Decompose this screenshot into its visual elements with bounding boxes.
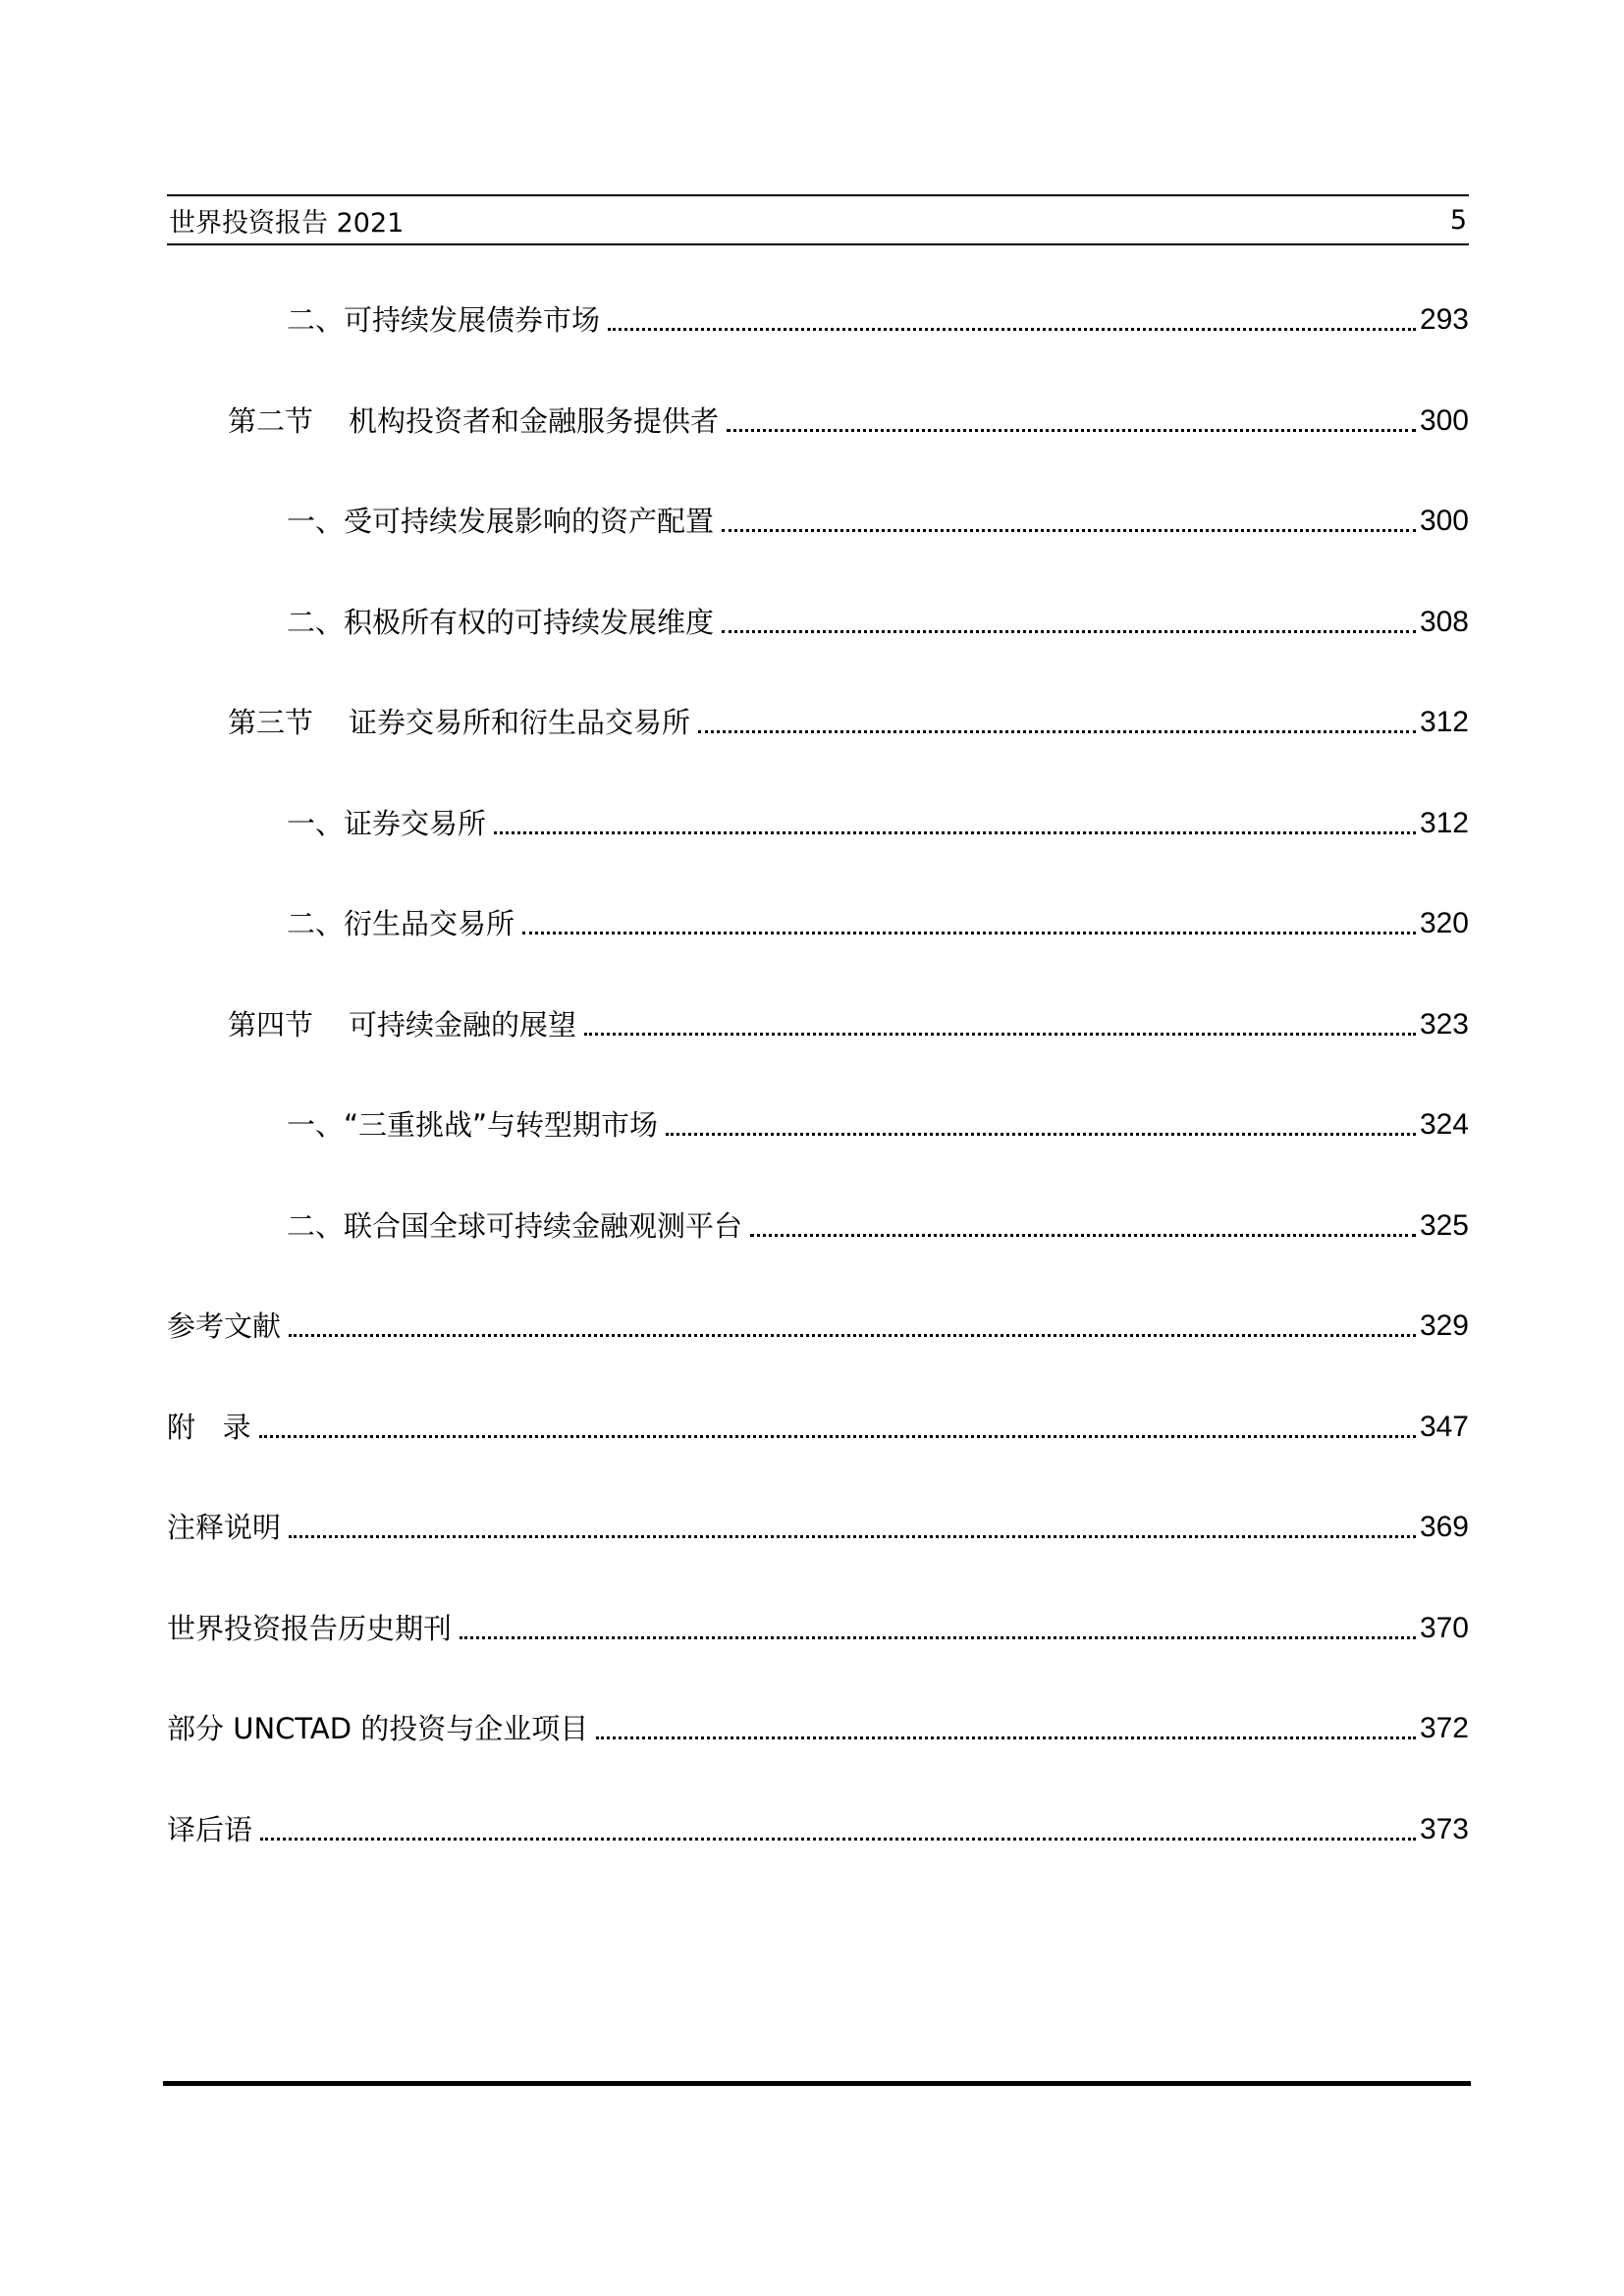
toc-entry-label: 一、受可持续发展影响的资产配置 <box>287 505 715 538</box>
toc-entry[interactable] <box>167 401 1469 503</box>
toc-entry-label: 一、证券交易所 <box>287 806 487 840</box>
dot-leader <box>596 1736 1416 1739</box>
toc-entry[interactable] <box>167 703 1469 804</box>
toc-entry[interactable] <box>167 1508 1469 1609</box>
toc-entry[interactable] <box>167 300 1469 401</box>
toc-entry-label: 译后语 <box>167 1812 253 1846</box>
toc-section-number: 第三节 <box>228 706 314 739</box>
toc-entry-page: 373 <box>1419 1812 1469 1845</box>
toc-entry[interactable] <box>167 603 1469 704</box>
toc-entry-page: 323 <box>1419 1007 1469 1041</box>
toc-entry-label: 二、可持续发展债券市场 <box>287 303 601 337</box>
toc-entry-page: 369 <box>1419 1511 1469 1543</box>
toc-entry-label: 机构投资者和金融服务提供者 <box>349 403 720 438</box>
toc-entry-page: 324 <box>1419 1108 1469 1141</box>
toc-entry[interactable] <box>167 1709 1469 1810</box>
header-title: 世界投资报告 2021 <box>169 207 405 239</box>
toc-entry-label: 二、积极所有权的可持续发展维度 <box>287 605 715 639</box>
toc-entry-label: 可持续金融的展望 <box>349 1007 577 1041</box>
toc-entry-page: 329 <box>1419 1309 1469 1342</box>
toc-entry[interactable] <box>167 1408 1469 1509</box>
toc-section-number: 第二节 <box>228 403 314 438</box>
toc-entry[interactable] <box>167 904 1469 1005</box>
toc-entry-label: 世界投资报告历史期刊 <box>167 1611 453 1645</box>
toc-entry-page: 293 <box>1419 303 1469 336</box>
toc-entry-page: 308 <box>1419 605 1469 638</box>
dot-leader <box>698 730 1416 733</box>
header-page-number: 5 <box>1449 204 1467 236</box>
dot-leader <box>259 1435 1416 1438</box>
toc-entry-label: 参考文献 <box>167 1309 282 1343</box>
footer-rule <box>163 2081 1471 2086</box>
toc-entry-page: 300 <box>1419 505 1469 537</box>
toc-entry-label: 附 录 <box>167 1410 251 1444</box>
dot-leader <box>666 1133 1416 1136</box>
toc-section-number: 第四节 <box>228 1007 314 1041</box>
dot-leader <box>289 1535 1416 1538</box>
table-of-contents <box>167 300 1469 1910</box>
toc-entry[interactable] <box>167 502 1469 603</box>
dot-leader <box>727 429 1416 432</box>
toc-entry-label: 一、“三重挑战”与转型期市场 <box>287 1108 659 1142</box>
dot-leader <box>750 1234 1416 1237</box>
toc-entry-page: 325 <box>1419 1208 1469 1242</box>
toc-entry-page: 370 <box>1419 1611 1469 1644</box>
toc-entry-label: 注释说明 <box>167 1511 282 1544</box>
toc-entry-page: 320 <box>1419 907 1469 939</box>
toc-entry-page: 312 <box>1419 706 1469 738</box>
dot-leader <box>608 328 1416 331</box>
toc-entry-page: 312 <box>1419 806 1469 839</box>
toc-entry[interactable] <box>167 1609 1469 1710</box>
toc-entry[interactable] <box>167 1005 1469 1106</box>
dot-leader <box>260 1838 1416 1841</box>
toc-entry[interactable] <box>167 1105 1469 1206</box>
toc-entry-label: 证券交易所和衍生品交易所 <box>349 706 691 739</box>
toc-entry-page: 347 <box>1419 1410 1469 1443</box>
toc-entry-label: 二、联合国全球可持续金融观测平台 <box>287 1208 743 1243</box>
toc-entry-label: 二、衍生品交易所 <box>287 907 515 940</box>
page-header <box>167 194 1469 245</box>
dot-leader <box>494 831 1416 834</box>
toc-entry-label: 部分 UNCTAD 的投资与企业项目 <box>167 1712 589 1745</box>
dot-leader <box>522 932 1416 934</box>
dot-leader <box>722 529 1416 532</box>
toc-entry[interactable] <box>167 1206 1469 1308</box>
toc-entry[interactable] <box>167 1810 1469 1911</box>
dot-leader <box>722 630 1416 633</box>
toc-entry-page: 372 <box>1419 1712 1469 1744</box>
toc-entry[interactable] <box>167 804 1469 905</box>
dot-leader <box>460 1636 1416 1639</box>
dot-leader <box>289 1334 1416 1337</box>
dot-leader <box>584 1033 1416 1036</box>
toc-entry-page: 300 <box>1419 403 1469 437</box>
toc-entry[interactable] <box>167 1307 1469 1408</box>
